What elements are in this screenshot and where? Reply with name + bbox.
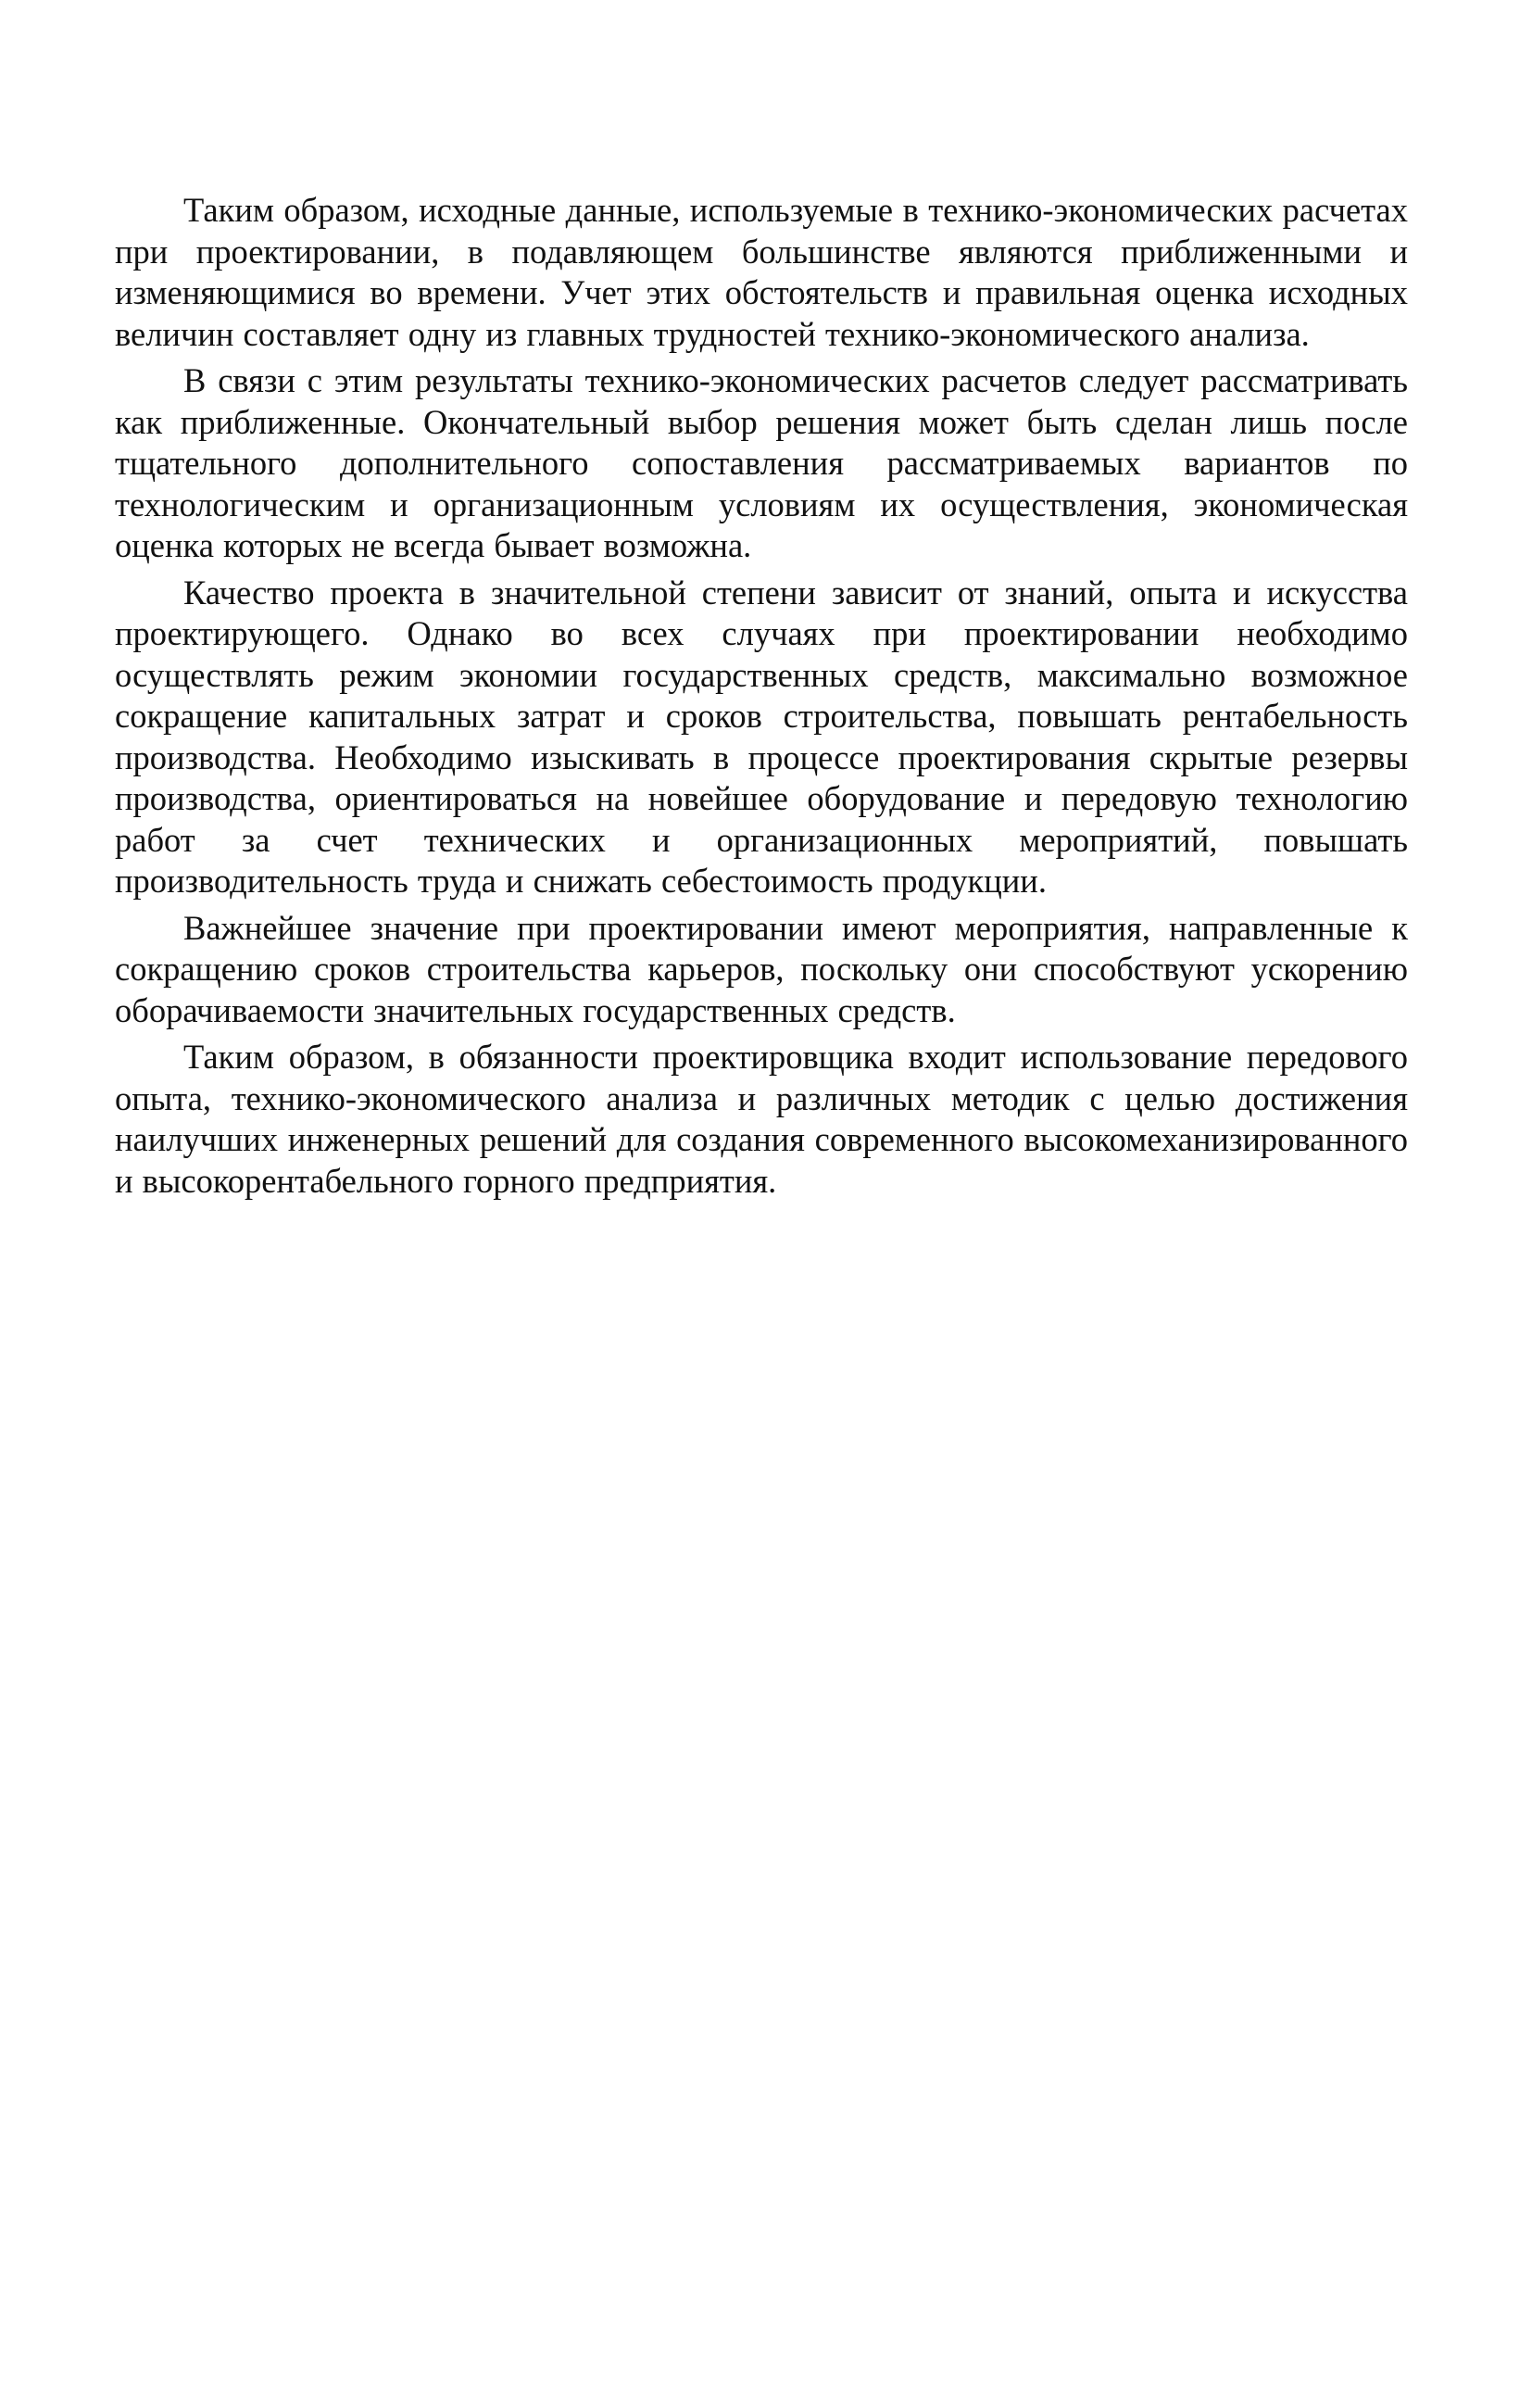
paragraph-construction-time: Важнейшее значение при проектировании имеют мероприятия, направленные к сокращению сроков строительства карьеров, поскольку они способствуют ускорению оборачиваемости значительных государственных средств. [115,908,1408,1029]
page-body [115,190,1408,1207]
paragraph-initial-data: Таким образом, исходные данные, используемые в технико-экономических расчетах при проектировании, в подавляющем большинстве являются приближенными и изменяющимися во времени. Учет этих обстоятельств и правильная оценка исходных величин составляет одну из главных трудностей технико-экономического анализа. [115,191,1408,353]
paragraph-designer-duties: Таким образом, в обязанности проектировщика входит использование передового опыта, технико-экономического анализа и различных методик с целью достижения наилучших инженерных решений для создания современного высокомеханизированного и высокорентабельного горного предприятия. [115,1038,1408,1200]
paragraph-approximate-results: В связи с этим результаты технико-экономических расчетов следует рассматривать как приближенные. Окончательный выбор решения может быть сделан лишь после тщательного дополнительного сопоставления рассматриваемых вариантов по технологическим и организационным условиям их осуществления, экономическая оценка которых не всегда бывает возможна. [115,361,1408,564]
paragraph-project-quality: Качество проекта в значительной степени зависит от знаний, опыта и искусства проектирующего. Однако во всех случаях при проектировании необходимо осуществлять режим экономии государственных средств, максимально возможное сокращение капитальных затрат и сроков строительства, повышать рентабельность производства. Необходимо изыскивать в процессе проектирования скрытые резервы производства, ориентироваться на новейшее оборудование и передовую технологию работ за счет технических и организационных мероприятий, повышать производительность труда и снижать себестоимость продукции. [115,573,1408,900]
